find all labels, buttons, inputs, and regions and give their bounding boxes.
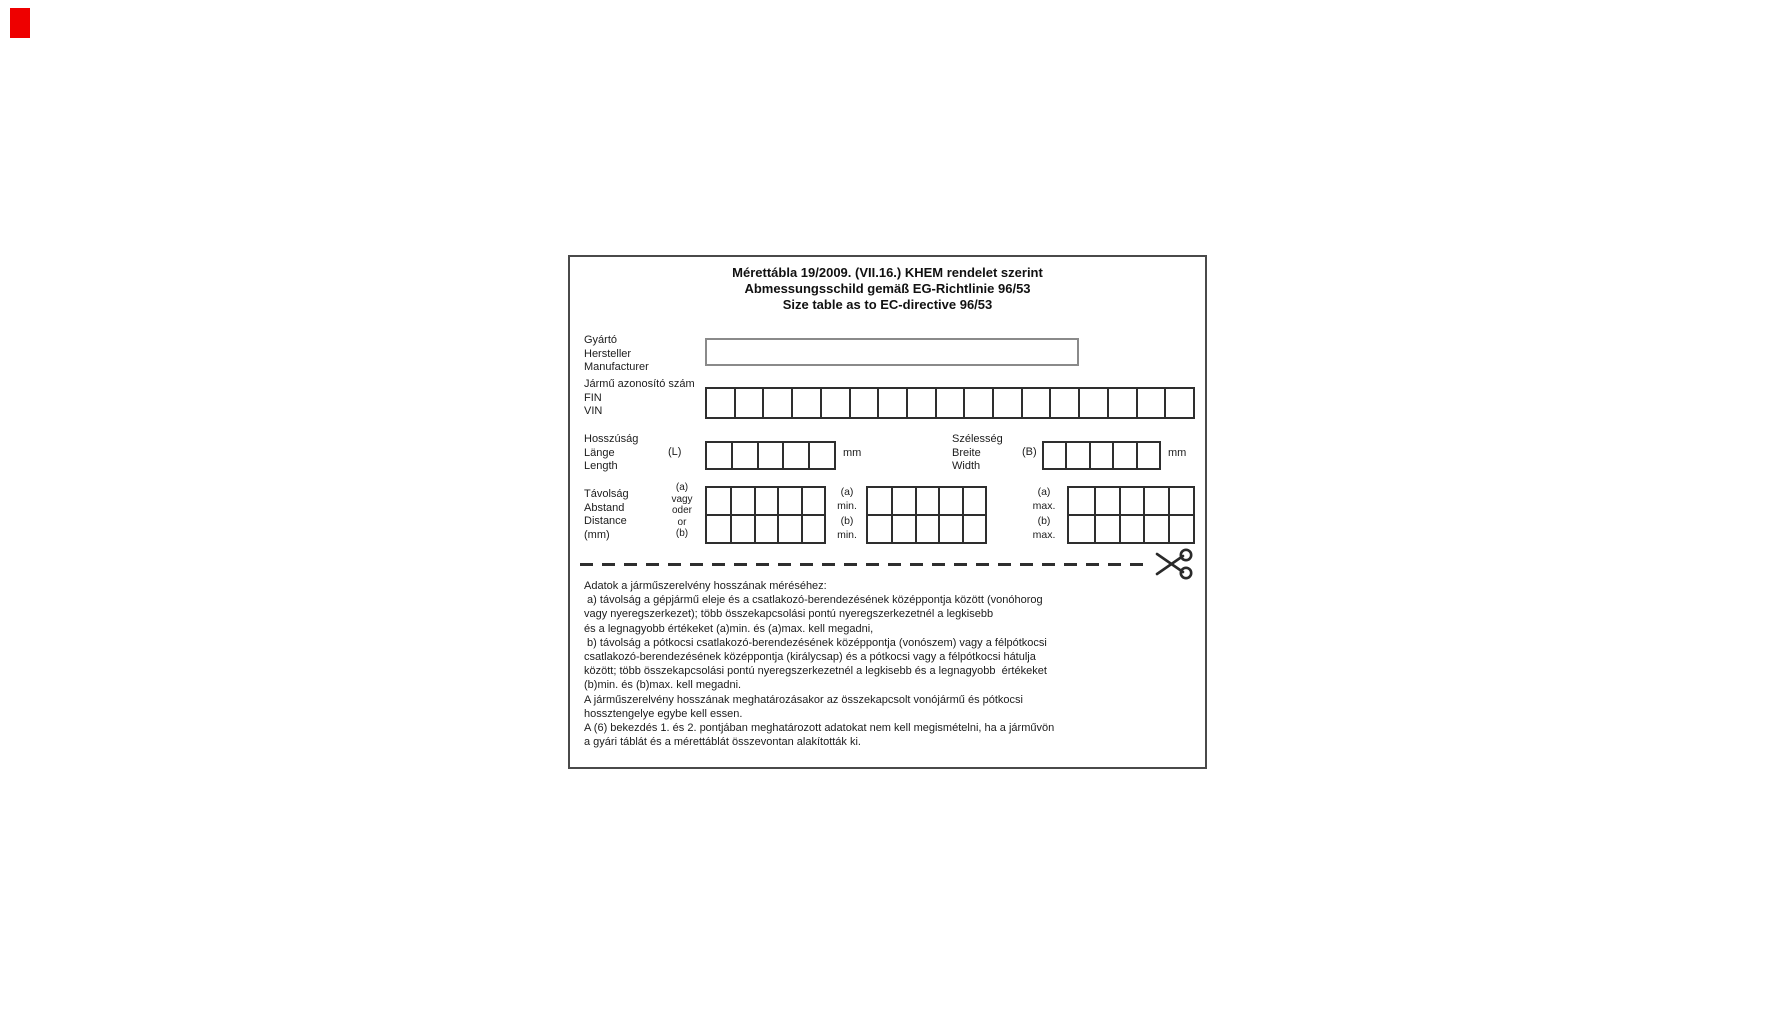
distance-cell[interactable] — [962, 488, 985, 514]
distance-min-grid[interactable] — [866, 486, 987, 544]
distance-group-max-label: (a) max. (b) max. — [1032, 486, 1056, 542]
distance-cell[interactable] — [707, 488, 730, 514]
length-label: Hosszúság Länge Length — [584, 433, 639, 472]
size-table-form — [568, 255, 1207, 769]
vin-cell[interactable] — [963, 389, 992, 417]
width-symbol: (B) — [1022, 446, 1037, 458]
distance-cell[interactable] — [707, 514, 730, 542]
vin-cell[interactable] — [849, 389, 878, 417]
length-input-row[interactable] — [705, 441, 836, 470]
distance-cell[interactable] — [938, 488, 961, 514]
distance-cell[interactable] — [801, 514, 824, 542]
distance-cell[interactable] — [801, 488, 824, 514]
distance-cell[interactable] — [754, 514, 777, 542]
vin-cell[interactable] — [1049, 389, 1078, 417]
length-cell[interactable] — [707, 443, 731, 468]
vin-cell[interactable] — [877, 389, 906, 417]
scissors-icon — [1153, 547, 1195, 581]
vin-cell[interactable] — [1136, 389, 1165, 417]
vin-cell[interactable] — [935, 389, 964, 417]
red-scan-artifact — [10, 8, 30, 38]
distance-cell[interactable] — [1143, 488, 1168, 514]
vin-cell[interactable] — [791, 389, 820, 417]
vin-cell[interactable] — [762, 389, 791, 417]
distance-cell[interactable] — [1168, 514, 1193, 542]
length-unit: mm — [843, 447, 862, 459]
distance-group-min-label: (a) min. (b) min. — [837, 486, 857, 542]
distance-cell[interactable] — [938, 514, 961, 542]
width-cell[interactable] — [1136, 443, 1159, 468]
vin-cell[interactable] — [1164, 389, 1193, 417]
distance-cell[interactable] — [1168, 488, 1193, 514]
manufacturer-label: Gyártó Hersteller Manufacturer — [584, 334, 649, 373]
distance-cell[interactable] — [1094, 514, 1119, 542]
vin-input-row[interactable] — [705, 387, 1195, 419]
vin-cell[interactable] — [992, 389, 1021, 417]
distance-cell[interactable] — [730, 488, 753, 514]
width-cell[interactable] — [1112, 443, 1135, 468]
length-symbol: (L) — [668, 446, 682, 458]
length-cell[interactable] — [782, 443, 808, 468]
distance-group-a-or-b-label: (a) vagy oder or (b) — [671, 482, 693, 539]
width-cell[interactable] — [1044, 443, 1065, 468]
width-unit: mm — [1168, 447, 1187, 459]
distance-cell[interactable] — [777, 514, 800, 542]
distance-cell[interactable] — [915, 488, 938, 514]
distance-cell[interactable] — [962, 514, 985, 542]
distance-cell[interactable] — [777, 488, 800, 514]
distance-cell[interactable] — [891, 514, 914, 542]
vin-cell[interactable] — [1078, 389, 1107, 417]
distance-a-or-b-grid[interactable] — [705, 486, 826, 544]
vin-label: Jármű azonosító szám FIN VIN — [584, 378, 695, 417]
manufacturer-input-box[interactable] — [705, 338, 1079, 366]
distance-cell[interactable] — [1119, 488, 1144, 514]
length-cell[interactable] — [731, 443, 757, 468]
distance-cell[interactable] — [868, 488, 891, 514]
vin-cell[interactable] — [906, 389, 935, 417]
distance-cell[interactable] — [754, 488, 777, 514]
distance-cell[interactable] — [1094, 488, 1119, 514]
distance-cell[interactable] — [891, 488, 914, 514]
measurement-notes: Adatok a járműszerelvény hosszának méréséhez: a) távolság a gépjármű eleje és a csatlakozó-berendezésének középpontja között (vonóhorog vagy nyeregszerkezet); több összekapcsolási pontú nyeregszerkezetnél a legkisebb és a legnagyobb értékeket (a)min. és (a)max. kell megadni, b) távolság a pótkocsi csatlakozó-berendezésének középpontja (vonószem) vagy a félpótkocsi csatlakozó-berendezésének középpontja (királycsap) és a pótkocsi vagy a félpótkocsi hátulja között; több összekapcsolási pontú nyeregszerkezetnél a legkisebb és a legnagyobb értékeket (b)min. és (b)max. kell megadni. A járműszerelvény hosszának meghatározásakor az összekapcsolt vonójármű és pótkocsi hossztengelye egybe kell essen. A (6) bekezdés 1. és 2. pontjában meghatározott adatokat nem kell megismételni, ha a járművön a gyári táblát és a mérettáblát összevontan alakították ki. — [584, 580, 1055, 749]
vin-cell[interactable] — [734, 389, 763, 417]
distance-cell[interactable] — [1119, 514, 1144, 542]
width-cell[interactable] — [1065, 443, 1088, 468]
vin-cell[interactable] — [1107, 389, 1136, 417]
distance-cell[interactable] — [730, 514, 753, 542]
distance-max-grid[interactable] — [1067, 486, 1195, 544]
distance-cell[interactable] — [1069, 514, 1094, 542]
vin-cell[interactable] — [1021, 389, 1050, 417]
distance-label: Távolság Abstand Distance (mm) — [584, 488, 629, 541]
length-cell[interactable] — [757, 443, 783, 468]
distance-cell[interactable] — [1069, 488, 1094, 514]
distance-cell[interactable] — [915, 514, 938, 542]
vin-cell[interactable] — [707, 389, 734, 417]
width-label: Szélesség Breite Width — [952, 433, 1003, 472]
vin-cell[interactable] — [820, 389, 849, 417]
distance-cell[interactable] — [868, 514, 891, 542]
form-title: Mérettábla 19/2009. (VII.16.) KHEM rendelet szerint Abmessungsschild gemäß EG-Richtlinie 96/53 Size table as to EC-directive 96/53 — [732, 265, 1043, 312]
distance-cell[interactable] — [1143, 514, 1168, 542]
length-cell[interactable] — [808, 443, 834, 468]
cut-dashed-line — [580, 563, 1152, 566]
width-input-row[interactable] — [1042, 441, 1161, 470]
width-cell[interactable] — [1089, 443, 1112, 468]
